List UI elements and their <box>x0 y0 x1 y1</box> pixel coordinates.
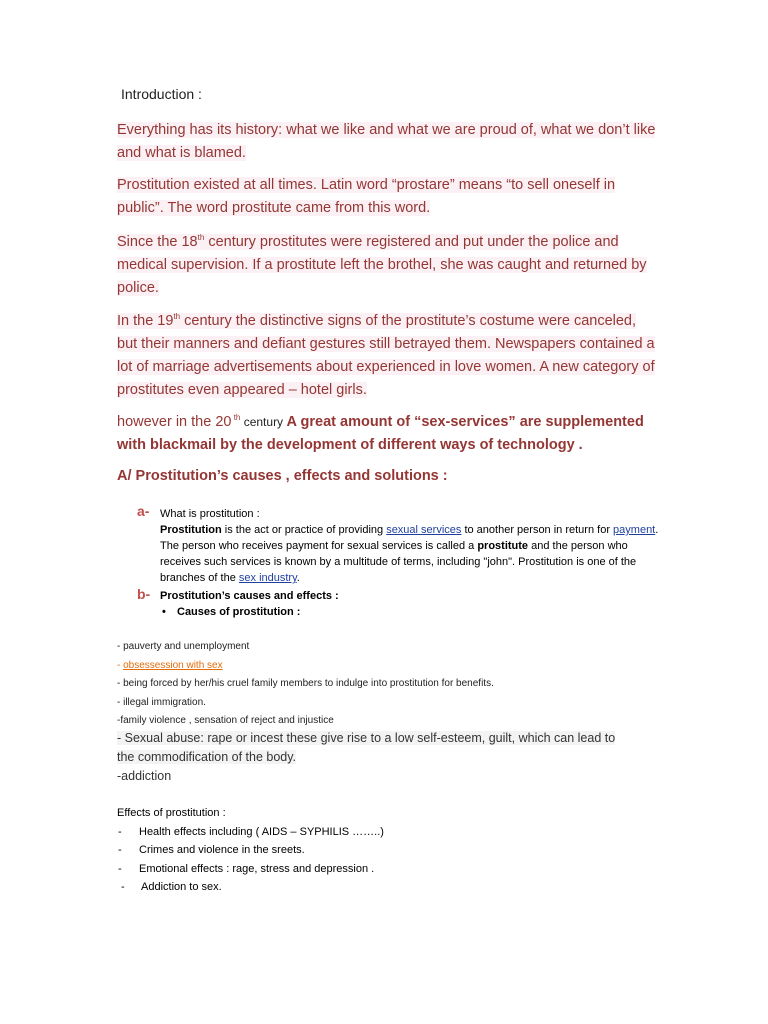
effect-text: Crimes and violence in the sreets. <box>139 844 305 856</box>
p3-text-b: century prostitutes were registered and put under the police and medical supervision. If a prostitute left the brothel, she was caught and returned by police. <box>117 234 647 296</box>
item-b-title: Prostitution’s causes and effects : <box>160 590 339 602</box>
sex-industry-link[interactable]: sex industry <box>238 572 297 584</box>
causes-list <box>117 638 657 731</box>
effect-dash: - <box>118 825 122 838</box>
intro-paragraph-5 <box>117 411 657 457</box>
abuse-line-1 <box>117 729 657 748</box>
addiction-line: -addiction <box>117 769 172 783</box>
abuse-line-2 <box>117 748 657 767</box>
p5-superscript: th <box>231 413 241 423</box>
def-text-1: is the act or practice of providing <box>221 524 387 536</box>
def-text-4: and the person who receives such services is known by a multitude of terms, including "john". Prostitution is one of the branches of the <box>160 540 637 584</box>
def-text-2: to another person in return for <box>461 524 614 536</box>
cause-item <box>117 657 657 676</box>
p4-text-a: In the 19 <box>117 313 174 329</box>
effect-item <box>117 878 657 897</box>
effects-title-row <box>117 804 657 823</box>
def-bold-prostitute: prostitute <box>477 540 529 552</box>
effects-list <box>117 804 657 897</box>
effect-item <box>117 823 657 842</box>
effect-dash: - <box>121 881 125 893</box>
p3-text-a: Since the 18 <box>117 234 198 250</box>
item-a-title: What is prostitution : <box>160 508 260 520</box>
p3-superscript: th <box>197 233 205 243</box>
effect-dash: - <box>118 844 122 856</box>
payment-link[interactable]: payment <box>613 524 656 536</box>
effect-text: Emotional effects : rage, stress and depression . <box>139 862 375 875</box>
causes-bullet <box>162 606 300 618</box>
effect-text: Addiction to sex. <box>141 881 222 893</box>
intro-paragraph-4 <box>117 310 657 402</box>
cause-item-obsession: obsessession with sex <box>123 659 223 671</box>
causes-bullet-title: Causes of prostitution : <box>177 606 301 618</box>
effect-text: Health effects including ( AIDS – SYPHILIS ……..) <box>139 825 384 838</box>
intro-paragraph-3 <box>117 231 657 300</box>
p5-bold-text: A great amount of “sex-services” are supplemented with blackmail by the development of different ways of technology . <box>117 414 644 453</box>
p5-text-a: however in the 20 <box>117 414 232 430</box>
cause-dash: - <box>117 659 124 671</box>
bullet-icon: • <box>162 606 166 618</box>
cause-item: - pauverty and unemployment <box>117 641 250 652</box>
intro-title: Introduction : <box>121 86 202 102</box>
effects-title: Effects of prostitution : <box>117 807 226 819</box>
intro-paragraph-1-text: Everything has its history: what we like and what we are proud of, what we don’t like and what is blamed. <box>117 122 656 161</box>
sexual-services-link[interactable]: sexual services <box>386 524 462 536</box>
intro-paragraph-1 <box>117 119 657 165</box>
item-b-marker: b- <box>137 586 151 602</box>
def-text-5: . <box>296 572 300 584</box>
cause-item: - illegal immigration. <box>117 696 206 708</box>
effect-item <box>117 860 657 879</box>
cause-item: -family violence , sensation of reject and injustice <box>117 715 334 726</box>
abuse-line-2-text: the commodification of the body. <box>117 750 297 764</box>
def-text-3: . The person who receives payment for sexual services is called a <box>160 524 659 552</box>
item-a-marker: a- <box>137 503 150 519</box>
effect-dash: - <box>118 862 122 875</box>
intro-paragraph-2-text: Prostitution existed at all times. Latin word “prostare” means “to sell oneself in public”. The word prostitute came from this word. <box>117 177 616 216</box>
abuse-block <box>117 729 657 786</box>
definition-block <box>160 506 660 586</box>
abuse-line-1-text: - Sexual abuse: rape or incest these give rise to a low self-esteem, guilt, which can lead to <box>117 731 616 745</box>
p4-text-b: century the distinctive signs of the prostitute’s costume were canceled, but their manners and defiant gestures still betrayed them. Newspapers contained a lot of marriage advertisements about experienced in love women. A new category of prostitutes even appeared – hotel girls. <box>117 313 655 398</box>
effect-item <box>117 841 657 860</box>
definition-text <box>160 522 660 586</box>
intro-paragraph-2 <box>117 174 657 220</box>
p5-century: century <box>240 415 284 429</box>
p4-superscript: th <box>173 312 181 322</box>
def-bold-prostitution: Prostitution <box>160 524 222 536</box>
section-a-heading: A/ Prostitution’s causes , effects and solutions : <box>117 468 448 484</box>
cause-item: - being forced by her/his cruel family members to indulge into prostitution for benefits. <box>117 678 494 689</box>
